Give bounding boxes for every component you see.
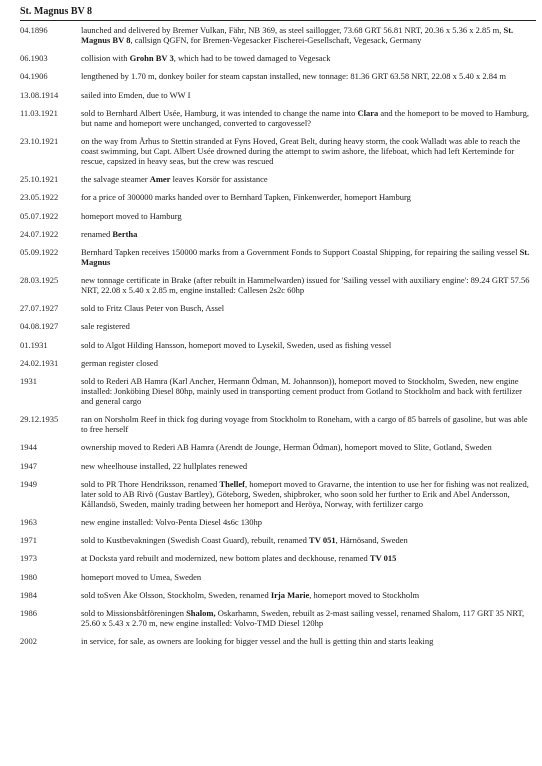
entry-date: 05.07.1922 (20, 210, 59, 221)
entry-date: 25.10.1921 (20, 174, 59, 185)
entry-text: sale registered (81, 321, 130, 332)
entry-date: 05.09.1922 (20, 246, 59, 257)
entry-date: 1949 (20, 478, 37, 489)
history-table (20, 25, 536, 654)
table-row (20, 53, 536, 63)
entry-date: 29.12.1935 (20, 414, 59, 425)
entry-date: 1984 (20, 589, 37, 600)
entry-text: launched and delivered by Bremer Vulkan, Fähr, NB 369, as steel saillogger, 73.68 GRT 56.81 NRT, 20.36 x 5.36 x 2.85 m, St. Magnus BV 8, callsign QGFN, for Bremen-Vegesacker Fischerei-Gesellschaft, Vegesack, Germany (81, 25, 514, 45)
entry-text: ran on Norsholm Reef in thick fog during voyage from Stockholm to Roneham, with a cargo of 85 barrels of gasoline, but was able to free herself (81, 414, 528, 435)
table-row (20, 71, 536, 81)
entry-date: 13.08.1914 (20, 89, 59, 100)
entry-text: sold to Rederi AB Hamra (Karl Ancher, Hermann Ödman, M. Johannson)), homeport moved to Stockholm, Sweden, new engine installed: Jonköbing Diesel 80hp, mainly used in transporting cement product from Gotland to Stockholm and back with fertilizer and general cargo (81, 376, 522, 406)
entry-text: for a price of 300000 marks handed over to Bernhard Tapken, Finkenwerder, homeport Hamburg (81, 192, 411, 203)
entry-date: 1980 (20, 571, 37, 582)
entry-text: sold to Bernhard Albert Usée, Hamburg, it was intended to change the name into Clara and the homeport to be moved to Hamburg, but name and homeport were unchanged, converted to cargovessel? (81, 107, 529, 128)
table-row (20, 461, 536, 471)
entry-date: 1947 (20, 460, 37, 471)
entry-date: 1944 (20, 442, 37, 453)
entry-date: 01.1931 (20, 339, 48, 350)
entry-date: 1986 (20, 607, 37, 618)
entry-text: the salvage steamer Amer leaves Korsör for assistance (81, 174, 268, 185)
entry-text: lengthened by 1.70 m, donkey boiler for steam capstan installed, new tonnage: 81.36 GRT 63.58 NRT, 22.08 x 5.40 x 2.84 m (81, 71, 507, 82)
table-row (20, 358, 536, 368)
table-row (20, 192, 536, 202)
table-row (20, 321, 536, 331)
entry-text: new wheelhouse installed, 22 hullplates renewed (81, 460, 248, 471)
table-row (20, 535, 536, 545)
entry-text: sold to Fritz Claus Peter von Busch, Assel (81, 303, 225, 314)
entry-date: 2002 (20, 636, 37, 647)
entry-text: sold to PR Thore Hendriksson, renamed Thellef, homeport moved to Gravarne, the intention to use her for fishing was not realized, later sold to AB Rivö (Gustav Bartley), Göteborg, Sweden, shipbroker, who soon sold her further to Erik and Abel Andersson, Kållandsö, Sweden, mainly trading between her homeport and Heröya, Norway, with fertilizer cargo (81, 478, 529, 509)
table-row (20, 340, 536, 350)
entry-text: homeport moved to Umea, Sweden (81, 571, 202, 582)
entry-text: sailed into Emden, due to WW I (81, 89, 191, 100)
entry-text: sold to Kustbevakningen (Swedish Coast Guard), rebuilt, renamed TV 051, Härnösand, Sweden (81, 535, 408, 546)
entry-date: 24.02.1931 (20, 357, 59, 368)
entry-date: 23.10.1921 (20, 135, 59, 146)
table-row (20, 376, 536, 406)
entry-date: 27.07.1927 (20, 303, 59, 314)
entry-text: new engine installed: Volvo-Penta Diesel 4s6c 130hp (81, 516, 262, 527)
table-row (20, 229, 536, 239)
entry-text: sold to Missionsbåtföreningen Shalom, Oskarhamn, Sweden, rebuilt as 2-mast sailing vessel, renamed Shalom, 117 GRT 35 NRT, 25.60 x 5.43 x 2.70 m, new engine installed: Volvo-TMD Diesel 120hp (81, 607, 525, 628)
table-row (20, 247, 536, 267)
table-row (20, 25, 536, 45)
table-row (20, 553, 536, 563)
table-row (20, 211, 536, 221)
entry-date: 24.07.1922 (20, 228, 59, 239)
table-row (20, 517, 536, 527)
table-row (20, 414, 536, 434)
entry-date: 06.1903 (20, 53, 48, 64)
table-row (20, 275, 536, 295)
table-row (20, 636, 536, 646)
table-row (20, 136, 536, 166)
table-row (20, 90, 536, 100)
entry-date: 23.05.1922 (20, 192, 59, 203)
entry-date: 04.1906 (20, 71, 48, 82)
entry-text: Bernhard Tapken receives 150000 marks from a Government Fonds to Support Coastal Shipping, for repairing the sailing vessel St. Magnus (81, 246, 530, 267)
entry-text: german register closed (81, 357, 158, 368)
title-divider (20, 20, 536, 21)
entry-text: homeport moved to Hamburg (81, 210, 182, 221)
entry-date: 1971 (20, 535, 37, 546)
entry-text: on the way from Århus to Stettin stranded at Fyns Hoved, Great Belt, during heavy storm, the cook Walladt was able to reach the coast swimming, but Capt. Albert Usée drowned during the attempt to swim ashore, the lifeboat, which had left Kerteminde for rescue, capsized in heavy seas, but the crew was rescued (81, 135, 521, 166)
entry-text: in service, for sale, as owners are looking for bigger vessel and the hull is getting thin and starts leaking (81, 636, 434, 647)
entry-text: collision with Grohn BV 3, which had to be towed damaged to Vegesack (81, 53, 331, 64)
entry-text: new tonnage certificate in Brake (after rebuilt in Hammelwarden) issued for 'Sailing vessel with auxiliary engine': 89.24 GRT 57.56 NRT, 22.08 x 5.40 x 2.85 m, engine installed: Callesen 2s2c 60hp (81, 275, 530, 296)
table-row (20, 479, 536, 509)
entry-date: 1931 (20, 376, 37, 386)
table-row (20, 442, 536, 452)
table-row (20, 303, 536, 313)
table-row (20, 572, 536, 582)
entry-date: 1973 (20, 553, 37, 564)
entry-text: ownership moved to Rederi AB Hamra (Arendt de Jounge, Herman Ödman), homeport moved to Slite, Gotland, Sweden (81, 442, 492, 453)
table-row (20, 590, 536, 600)
entry-text: sold toSven Åke Olsson, Stockholm, Sweden, renamed Irja Marie, homeport moved to Stockholm (81, 589, 420, 600)
entry-date: 04.1896 (20, 25, 48, 35)
entry-date: 1963 (20, 516, 37, 527)
table-row (20, 108, 536, 128)
entry-date: 28.03.1925 (20, 275, 59, 286)
entry-text: sold to Algot Hilding Hansson, homeport moved to Lysekil, Sweden, used as fishing vessel (81, 339, 392, 350)
table-row (20, 608, 536, 628)
table-row (20, 174, 536, 184)
entry-date: 04.08.1927 (20, 321, 59, 332)
page-title: St. Magnus BV 8 (20, 6, 93, 17)
entry-date: 11.03.1921 (20, 107, 58, 118)
entry-text: at Docksta yard rebuilt and modernized, new bottom plates and deckhouse, renamed TV 015 (81, 553, 397, 564)
entry-text: renamed Bertha (81, 228, 138, 239)
